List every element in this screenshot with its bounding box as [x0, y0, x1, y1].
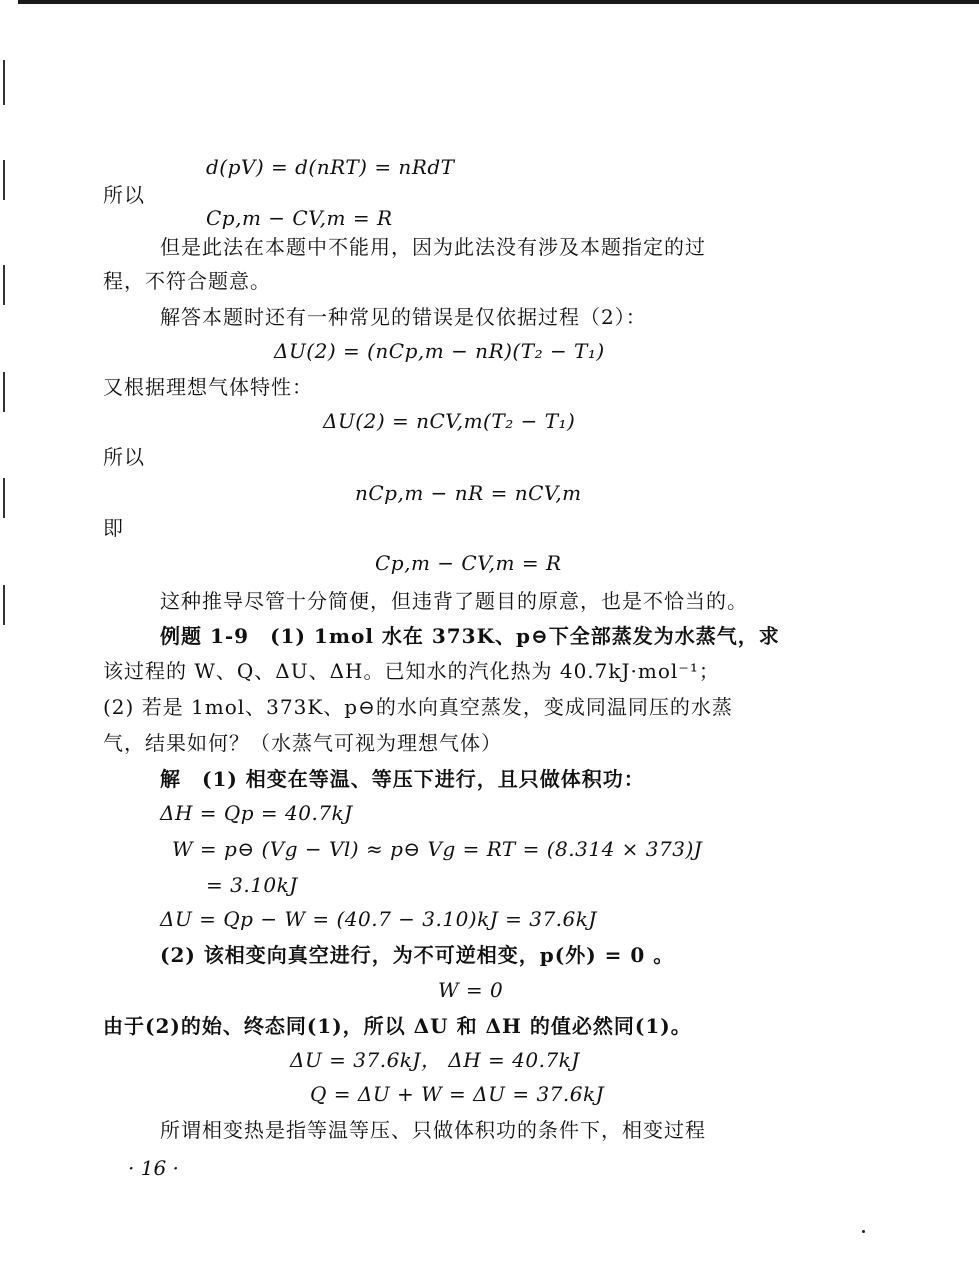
- equation: ΔU = 37.6kJ， ΔH = 40.7kJ: [290, 1048, 580, 1072]
- equation: ΔU(2) = (nCp,m − nR)(T₂ − T₁): [274, 339, 605, 363]
- page-number: · 16 ·: [128, 1156, 179, 1180]
- equation: W = p⊖ (Vg − Vl) ≈ p⊖ Vg = RT = (8.314 × 373)J: [172, 837, 703, 861]
- scan-mark: [3, 265, 5, 305]
- text-line: 即: [103, 516, 124, 540]
- example-heading: 例题 1-9 (1) 1mol 水在 373K、p⊖下全部蒸发为水蒸气，求: [160, 624, 780, 648]
- equation: ΔH = Qp = 40.7kJ: [160, 801, 353, 825]
- equation: nCp,m − nR = nCV,m: [355, 481, 582, 505]
- equation: Cp,m − CV,m = R: [206, 206, 393, 230]
- equation: Q = ΔU + W = ΔU = 37.6kJ: [310, 1082, 605, 1106]
- text-line: 程，不符合题意。: [103, 269, 271, 293]
- equation: = 3.10kJ: [206, 873, 298, 897]
- equation: ΔU = Qp − W = (40.7 − 3.10)kJ = 37.6kJ: [160, 907, 597, 931]
- scan-dot: [862, 1230, 865, 1233]
- scan-mark: [3, 60, 5, 105]
- scan-mark: [3, 160, 5, 200]
- equation: d(pV) = d(nRT) = nRdT: [206, 155, 455, 179]
- text-line: 但是此法在本题中不能用，因为此法没有涉及本题指定的过: [160, 235, 706, 259]
- text-line: 由于(2)的始、终态同(1)，所以 ΔU 和 ΔH 的值必然同(1)。: [103, 1014, 692, 1038]
- equation: ΔU(2) = nCV,m(T₂ − T₁): [323, 409, 576, 433]
- top-border: [18, 0, 979, 4]
- text-line: (2) 若是 1mol、373K、p⊖的水向真空蒸发，变成同温同压的水蒸: [103, 695, 733, 719]
- text-line: 这种推导尽管十分简便，但违背了题目的原意，也是不恰当的。: [160, 589, 748, 613]
- text-line: 所谓相变热是指等温等压、只做体积功的条件下，相变过程: [160, 1118, 706, 1142]
- scan-mark: [3, 585, 5, 625]
- text-line: 解答本题时还有一种常见的错误是仅依据过程（2）：: [160, 305, 647, 329]
- text-line: 所以: [103, 445, 145, 469]
- text-line: 所以: [103, 183, 145, 207]
- text-line: 又根据理想气体特性：: [103, 375, 313, 399]
- text-line: (2) 该相变向真空进行，为不可逆相变，p(外) = 0 。: [160, 943, 675, 967]
- text-line: 气，结果如何？（水蒸气可视为理想气体）: [103, 731, 502, 755]
- scan-mark: [3, 478, 5, 518]
- text-line: 该过程的 W、Q、ΔU、ΔH。已知水的汽化热为 40.7kJ·mol⁻¹；: [103, 659, 720, 683]
- scan-mark: [3, 372, 5, 412]
- solution-heading: 解 (1) 相变在等温、等压下进行，且只做体积功：: [160, 767, 645, 791]
- equation: Cp,m − CV,m = R: [375, 551, 562, 575]
- equation: W = 0: [438, 978, 504, 1002]
